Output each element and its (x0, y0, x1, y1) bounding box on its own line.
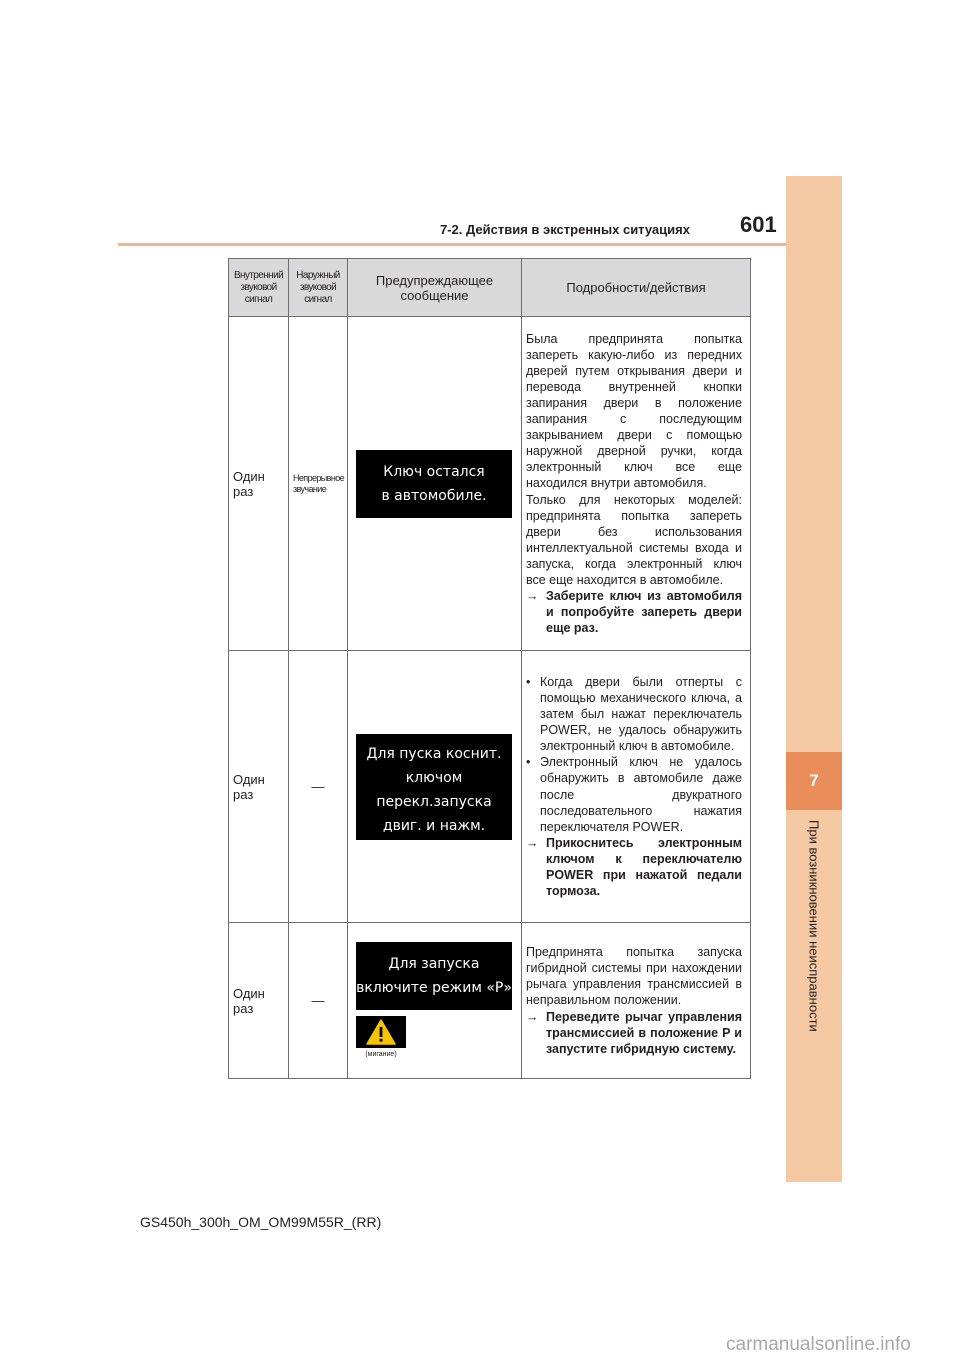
display-line: Ключ остался (383, 463, 485, 480)
display-line: двиг. и нажм. (382, 817, 486, 834)
header-details: Подробности/действия (522, 259, 751, 317)
header-internal-buzzer: Внутренний звуковой сигнал (229, 259, 289, 317)
table-row (229, 651, 751, 923)
warning-message-cell (348, 651, 522, 923)
action-text: Переведите рычаг управления трансмиссией в положение P и запустите гибридную систему. (546, 1009, 742, 1056)
bullet-text: Электронный ключ не удалось обнаружить в автомобиле даже после двукратного последовательного нажатия переключателя POWER. (540, 755, 742, 834)
arrow-icon: → (526, 835, 539, 850)
arrow-icon: → (526, 1009, 539, 1024)
display-line: в автомобиле. (381, 487, 487, 504)
table-header-row (229, 259, 751, 317)
document-code: GS450h_300h_OM_OM99M55R_(RR) (140, 1214, 382, 1230)
list-item (526, 754, 742, 834)
bullet-icon: • (526, 755, 531, 770)
action-line (526, 1009, 742, 1057)
warning-message-cell (348, 923, 522, 1079)
bullet-text: Когда двери были отперты с помощью механического ключа, а затем был нажат переключатель POWER, не удалось обнаружить электронный ключ в автомобиле. (540, 674, 742, 754)
details-cell (522, 923, 751, 1079)
internal-buzzer-cell: Один раз (229, 923, 289, 1079)
header-rule (118, 243, 786, 246)
page-number: 601 (740, 212, 777, 237)
table-row (229, 317, 751, 651)
header-warning-message: Предупреждающее сообщение (348, 259, 522, 317)
external-buzzer-cell: — (289, 923, 348, 1079)
chapter-title: При возникновении неисправности (806, 820, 822, 1032)
watermark: carmanualsonline.info (726, 1334, 911, 1355)
details-cell (522, 651, 751, 923)
list-item (526, 674, 742, 754)
warning-light-caption: (мигание) (365, 1050, 397, 1058)
chapter-number: 7 (786, 752, 842, 810)
shift-to-p-display (356, 942, 512, 1010)
arrow-icon: → (526, 589, 539, 604)
table-row (229, 923, 751, 1079)
detail-paragraph: Была предпринята попытка запереть какую-либо из передних дверей путем открывания двери и перевода внутренней кнопки запирания двери в положение запирания с последующим закрыванием двери с помощью наружной дверной ручки, когда электронный ключ все еще находился внутри автомобиля. (526, 331, 742, 491)
details-cell (522, 317, 751, 651)
touch-key-display (356, 734, 512, 858)
warning-triangle-icon (356, 1016, 406, 1048)
detail-paragraph: Предпринята попытка запуска гибридной системы при нахождении рычага управления трансмиссией в неправильном положении. (526, 945, 742, 1008)
detail-paragraph: Только для некоторых моделей: предпринята попытка запереть двери без использования интеллектуальной системы входа и запуска, когда электронный ключ все еще находится в автомобиле. (526, 492, 742, 588)
section-title: 7-2. Действия в экстренных ситуациях (440, 222, 690, 237)
action-line (526, 588, 742, 636)
action-text: Прикоснитесь электронным ключом к переключателю POWER при нажатой педали тормоза. (546, 835, 742, 899)
display-line: Для пуска коснит. (366, 745, 502, 762)
external-buzzer-cell: Непрерывное звучание (289, 317, 348, 651)
action-text: Заберите ключ из автомобиля и попробуйте запереть двери еще раз. (546, 589, 742, 636)
display-line: включите режим «P» (356, 979, 512, 996)
display-line: Для запуска (388, 955, 480, 972)
warning-light (356, 1016, 406, 1060)
header-external-buzzer: Наружный звуковой сигнал (289, 259, 348, 317)
bullet-icon: • (526, 674, 531, 689)
action-line (526, 835, 742, 899)
internal-buzzer-cell: Один раз (229, 651, 289, 923)
warning-messages-table (228, 258, 751, 1079)
warning-message-cell (348, 317, 522, 651)
display-line: ключом перекл.запуска (376, 769, 492, 810)
display-line: пед.торм. (397, 841, 471, 858)
external-buzzer-cell: — (289, 651, 348, 923)
internal-buzzer-cell: Один раз (229, 317, 289, 651)
key-left-display (356, 450, 512, 518)
